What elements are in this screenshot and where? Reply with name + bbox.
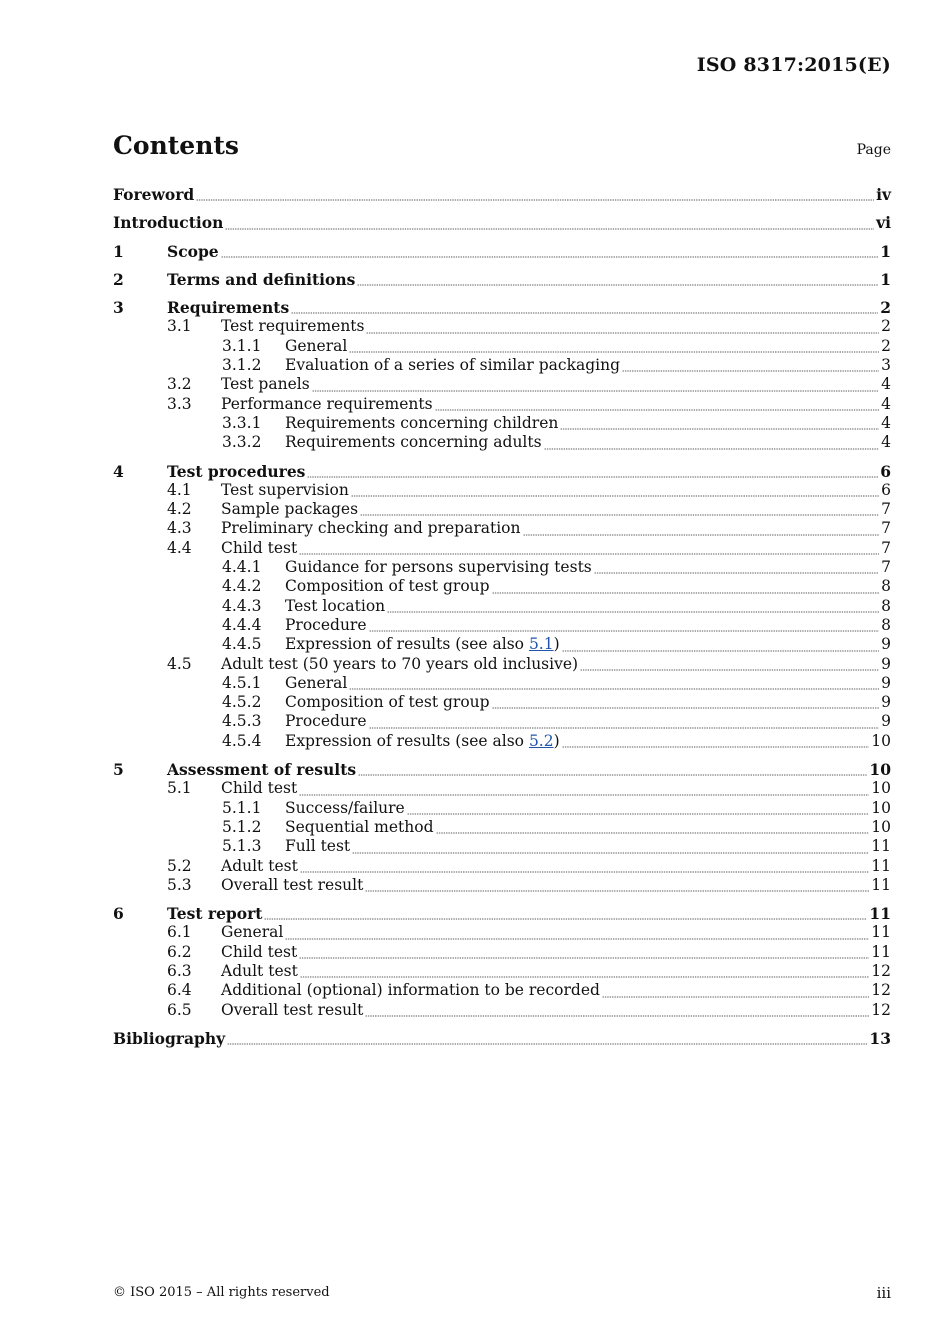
toc-entry[interactable] [113, 693, 891, 712]
toc-entry-page: 11 [871, 875, 891, 894]
toc-entry[interactable] [113, 799, 891, 818]
dot-leader [264, 916, 867, 922]
toc-entry-title-text: Full test [285, 837, 351, 856]
toc-entry-title-text: Expression of results (see also [285, 635, 529, 654]
toc-entry-title[interactable] [221, 481, 349, 500]
toc-entry-title-text: Sample packages [221, 500, 359, 519]
toc-entry[interactable] [113, 395, 891, 414]
toc-entry-number: 4.5.1 [222, 673, 262, 692]
contents-title: Contents [113, 131, 240, 160]
toc-entry-number: 4.3 [167, 519, 192, 538]
toc-entry-page: 8 [881, 596, 891, 615]
toc-entry-title[interactable] [221, 395, 433, 414]
toc-entry-title[interactable] [113, 185, 194, 204]
toc-entry-title-text: General [285, 673, 348, 692]
toc-entry-page: 6 [881, 480, 891, 499]
toc-entry-title[interactable] [221, 981, 600, 1000]
dot-leader [369, 725, 880, 731]
toc-entry-title[interactable] [167, 270, 355, 289]
toc-entry-title[interactable] [221, 923, 283, 942]
toc-entry-page: 9 [881, 635, 891, 654]
toc-entry-number: 4.4.5 [222, 635, 262, 654]
dot-leader [622, 368, 879, 374]
dot-leader [349, 686, 879, 692]
toc-entry-page: 3 [881, 356, 891, 375]
toc-entry-title-text: Test location [285, 596, 386, 615]
toc-entry-title[interactable] [167, 298, 289, 317]
toc-entry-title-text: Composition of test group [285, 693, 490, 712]
toc-entry[interactable] [113, 732, 891, 751]
toc-entry-number: 4.5.4 [222, 731, 262, 750]
toc-entry-number: 3.3.2 [222, 433, 262, 452]
toc-entry-page: 11 [871, 837, 891, 856]
toc-entry[interactable] [113, 213, 891, 232]
toc-entry-title[interactable] [167, 462, 305, 481]
toc-entry-title[interactable] [221, 876, 363, 895]
toc-entry-title[interactable] [221, 375, 310, 394]
toc-entry-title[interactable] [167, 760, 356, 779]
toc-entry[interactable] [113, 712, 891, 731]
toc-entry-page: 11 [871, 856, 891, 875]
toc-entry-page: 9 [881, 654, 891, 673]
toc-entry-title[interactable] [221, 962, 298, 981]
toc-entry-number: 2 [113, 269, 124, 289]
dot-leader [523, 532, 880, 538]
toc-entry-title-text: Test supervision [221, 480, 349, 499]
toc-entry[interactable] [113, 433, 891, 452]
toc-entry-page: 11 [871, 942, 891, 961]
toc-entry-title-text: Additional (optional) information to be recorded [221, 981, 600, 1000]
toc-entry-page: 7 [881, 558, 891, 577]
toc-entry-number: 6.3 [167, 961, 192, 980]
toc-entry-title-text: Bibliography [113, 1028, 226, 1048]
toc-entry[interactable] [113, 577, 891, 596]
toc-entry-number: 4.4 [167, 538, 192, 557]
toc-entry-page: 11 [869, 904, 891, 924]
toc-entry-number: 5.1.3 [222, 837, 262, 856]
cross-reference-link[interactable]: 5.2 [528, 731, 554, 750]
toc-entry-title-text: Sequential method [285, 817, 434, 836]
toc-entry-title-text: Procedure [285, 712, 367, 731]
toc-entry-number: 4.4.4 [222, 615, 262, 634]
toc-entry-title-text: Scope [167, 241, 219, 261]
toc-entry[interactable] [113, 558, 891, 577]
toc-entry-page: 9 [881, 673, 891, 692]
dot-leader [291, 310, 878, 316]
dot-leader [358, 772, 867, 778]
dot-leader [562, 744, 870, 750]
toc-entry-title-text: Performance requirements [221, 394, 433, 413]
toc-entry-number: 4.4.1 [222, 558, 262, 577]
toc-entry-number: 6.2 [167, 942, 192, 961]
toc-entry[interactable] [113, 539, 891, 558]
dot-leader [602, 994, 869, 1000]
toc-entry[interactable] [113, 597, 891, 616]
toc-entry-title[interactable] [285, 732, 560, 751]
toc-entry[interactable] [113, 270, 891, 289]
toc-entry-number: 3.1 [167, 317, 192, 336]
toc-entry[interactable] [113, 500, 891, 519]
toc-entry-title-text: General [285, 336, 348, 355]
toc-entry-title-text: Test requirements [221, 317, 365, 336]
toc-entry-page: 2 [881, 336, 891, 355]
toc-entry-page: 10 [871, 798, 891, 817]
toc-entry[interactable] [113, 414, 891, 433]
toc-entry-number: 5.1.1 [222, 798, 262, 817]
dot-leader [357, 282, 878, 288]
dot-leader [352, 850, 869, 856]
toc-entry-title-text: General [221, 923, 284, 942]
toc-entry-title[interactable] [285, 674, 347, 693]
dot-leader [312, 388, 879, 394]
dot-leader [365, 1013, 869, 1019]
dot-leader [227, 1041, 867, 1047]
toc-entry-number: 4.1 [167, 480, 192, 499]
toc-entry[interactable] [113, 837, 891, 856]
toc-entry-title-text: Evaluation of a series of similar packaging [285, 356, 620, 375]
toc-entry[interactable] [113, 616, 891, 635]
toc-entry-title-text: Test panels [221, 375, 310, 394]
dot-leader [300, 974, 869, 980]
toc-entry-title-text: Composition of test group [285, 577, 490, 596]
toc-entry[interactable] [113, 375, 891, 394]
toc-entry-title[interactable] [285, 597, 385, 616]
toc-entry-number: 4.5.3 [222, 712, 262, 731]
toc-entry-number: 1 [113, 241, 124, 261]
toc-entry-number: 6.5 [167, 1000, 192, 1019]
dot-leader [351, 493, 879, 499]
toc-entry-title[interactable] [167, 904, 262, 923]
toc-entry-number: 5.1 [167, 779, 192, 798]
toc-entry-page: 10 [871, 731, 891, 750]
toc-entry-page: 8 [881, 577, 891, 596]
toc-entry-title-text: Requirements [167, 298, 290, 318]
dot-leader [436, 830, 870, 836]
toc-entry-title[interactable] [285, 799, 405, 818]
toc-entry-title-text: Adult test [221, 961, 298, 980]
dot-leader [307, 474, 878, 480]
toc-entry-number: 6.4 [167, 981, 192, 1000]
toc-entry-title-text: Introduction [113, 213, 224, 233]
toc-entry-number: 3.1.1 [222, 336, 262, 355]
toc-entry-title[interactable] [113, 213, 223, 232]
toc-entry-title-text: Test report [167, 904, 263, 924]
toc-entry-number: 5.1.2 [222, 817, 262, 836]
dot-leader [360, 512, 879, 518]
toc-entry[interactable] [113, 337, 891, 356]
toc-entry-page: 9 [881, 693, 891, 712]
toc-entry-number: 4.5.2 [222, 693, 262, 712]
toc-entry-title[interactable] [221, 779, 297, 798]
toc-entry-page: 10 [871, 779, 891, 798]
toc-entry-number: 5.3 [167, 875, 192, 894]
toc-entry-page: 10 [869, 760, 891, 780]
toc-entry-title-text: Preliminary checking and preparation [221, 519, 521, 538]
toc-entry-page: 11 [871, 923, 891, 942]
dot-leader [407, 811, 870, 817]
toc-entry-title-text: Assessment of results [167, 760, 357, 780]
dot-leader [299, 955, 869, 961]
toc-entry[interactable] [113, 1029, 891, 1048]
toc-entry-page: iv [876, 185, 891, 204]
toc-entry[interactable] [113, 818, 891, 837]
toc-entry-number: 4 [113, 461, 124, 481]
dot-leader [580, 667, 879, 673]
toc-entry-title[interactable] [285, 635, 560, 654]
toc-entry[interactable] [113, 298, 891, 317]
toc-entry-title-text: Overall test result [221, 875, 364, 894]
toc-entry-title-text: Child test [221, 942, 298, 961]
cross-reference-link[interactable]: 5.1 [528, 635, 554, 654]
dot-leader [365, 888, 869, 894]
dot-leader [544, 446, 880, 452]
toc-entry-page: 7 [881, 519, 891, 538]
toc-entry-title[interactable] [221, 1001, 363, 1020]
toc-entry[interactable] [113, 242, 891, 261]
toc-entry-title-text: Test procedures [167, 461, 306, 481]
toc-entry-page: 12 [871, 981, 891, 1000]
toc-entry[interactable] [113, 356, 891, 375]
dot-leader [594, 570, 879, 576]
toc-entry-number: 4.4.3 [222, 596, 262, 615]
toc-entry[interactable] [113, 760, 891, 779]
toc-entry-title-text: Adult test [221, 856, 298, 875]
dot-leader [349, 349, 879, 355]
toc-entry-title[interactable] [285, 712, 367, 731]
page-column-label: Page [856, 142, 891, 158]
toc-entry-number: 3.2 [167, 375, 192, 394]
copyright-notice: © ISO 2015 – All rights reserved [113, 1285, 330, 1300]
toc-entry[interactable] [113, 857, 891, 876]
toc-entry-title[interactable] [285, 616, 367, 635]
toc-entry-title[interactable] [285, 414, 558, 433]
toc-entry[interactable] [113, 635, 891, 654]
toc-entry-title-text: Terms and definitions [167, 269, 356, 289]
toc-entry[interactable] [113, 185, 891, 204]
toc-entry-number: 6 [113, 904, 124, 924]
toc-entry-page: 8 [881, 615, 891, 634]
toc-entry-title-text: Foreword [113, 185, 195, 204]
toc-entry-title[interactable] [221, 519, 521, 538]
toc-entry-title[interactable] [285, 837, 350, 856]
toc-entry-title[interactable] [113, 1029, 225, 1048]
toc-entry[interactable] [113, 655, 891, 674]
toc-entry[interactable] [113, 674, 891, 693]
toc-entry[interactable] [113, 962, 891, 981]
toc-entry-number: 3.3.1 [222, 413, 262, 432]
dot-leader [369, 628, 880, 634]
toc-entry-page: vi [876, 213, 891, 233]
toc-entry-page: 7 [881, 538, 891, 557]
toc-entry[interactable] [113, 519, 891, 538]
toc-entry-title-text: Expression of results (see also [285, 731, 529, 750]
toc-entry-title-text: Adult test (50 years to 70 years old inclusive) [221, 654, 579, 673]
toc-entry-title[interactable] [285, 433, 542, 452]
document-id: ISO 8317:2015(E) [696, 54, 891, 76]
toc-entry-number: 4.4.2 [222, 577, 262, 596]
toc-entry[interactable] [113, 317, 891, 336]
toc-entry-title[interactable] [285, 558, 592, 577]
toc-entry-number: 5.2 [167, 856, 192, 875]
dot-leader [221, 254, 879, 260]
toc-entry-title[interactable] [221, 857, 298, 876]
toc-entry[interactable] [113, 481, 891, 500]
toc-entry-page: 13 [869, 1028, 891, 1048]
dot-leader [196, 197, 874, 203]
toc-entry-title[interactable] [285, 818, 434, 837]
dot-leader [562, 648, 879, 654]
toc-entry[interactable] [113, 981, 891, 1000]
toc-entry-title[interactable] [221, 317, 364, 336]
toc-entry[interactable] [113, 923, 891, 942]
toc-entry-page: 1 [880, 241, 891, 261]
dot-leader [225, 226, 874, 232]
toc-entry-page: 9 [881, 712, 891, 731]
toc-entry-number: 4.5 [167, 654, 192, 673]
toc-entry-title-suffix: ) [553, 731, 560, 750]
toc-entry[interactable] [113, 904, 891, 923]
page-number: iii [876, 1284, 891, 1302]
toc-entry-title[interactable] [167, 242, 219, 261]
toc-entry-page: 12 [871, 961, 891, 980]
toc-entry-number: 3.1.2 [222, 356, 262, 375]
toc-entry-page: 7 [881, 500, 891, 519]
toc-entry-title[interactable] [285, 356, 620, 375]
toc-entry-title-text: Child test [221, 538, 298, 557]
dot-leader [560, 426, 879, 432]
toc-entry-page: 6 [880, 461, 891, 481]
toc-entry-title-text: Requirements concerning adults [285, 433, 542, 452]
toc-entry-title-text: Requirements concerning children [285, 413, 559, 432]
toc-entry[interactable] [113, 779, 891, 798]
toc-entry-number: 3.3 [167, 394, 192, 413]
toc-entry[interactable] [113, 462, 891, 481]
toc-entry-page: 4 [881, 394, 891, 413]
toc-entry-page: 10 [871, 817, 891, 836]
toc-entry-title[interactable] [285, 337, 347, 356]
toc-entry-page: 2 [880, 298, 891, 318]
toc-entry-title[interactable] [285, 577, 490, 596]
toc-entry-number: 4.2 [167, 500, 192, 519]
toc-entry-title-text: Child test [221, 779, 298, 798]
toc-entry-title-text: Success/failure [285, 798, 405, 817]
toc-entry-title[interactable] [221, 943, 297, 962]
toc-entry-page: 4 [881, 413, 891, 432]
dot-leader [366, 330, 879, 336]
toc-entry-title-text: Procedure [285, 615, 367, 634]
toc-entry-title-text: Guidance for persons supervising tests [285, 558, 592, 577]
toc-entry-title-suffix: ) [553, 635, 560, 654]
toc-entry-page: 1 [880, 269, 891, 289]
dot-leader [300, 869, 869, 875]
toc-entry-page: 2 [881, 317, 891, 336]
dot-leader [299, 792, 869, 798]
dot-leader [299, 551, 879, 557]
toc-entry-page: 4 [881, 433, 891, 452]
toc-entry-number: 5 [113, 760, 124, 780]
dot-leader [435, 407, 880, 413]
dot-leader [285, 936, 869, 942]
toc-entry[interactable] [113, 1001, 891, 1020]
dot-leader [492, 705, 880, 711]
toc-entry-title[interactable] [221, 500, 358, 519]
toc-entry-title-text: Overall test result [221, 1000, 364, 1019]
dot-leader [387, 609, 879, 615]
toc-entry-title[interactable] [221, 539, 297, 558]
toc-entry[interactable] [113, 943, 891, 962]
table-of-contents [113, 185, 891, 1048]
toc-entry-title[interactable] [221, 655, 578, 674]
toc-entry-number: 3 [113, 298, 124, 318]
dot-leader [492, 590, 880, 596]
toc-entry-page: 4 [881, 375, 891, 394]
toc-entry[interactable] [113, 876, 891, 895]
toc-entry-page: 12 [871, 1000, 891, 1019]
toc-entry-title[interactable] [285, 693, 490, 712]
toc-entry-number: 6.1 [167, 923, 192, 942]
